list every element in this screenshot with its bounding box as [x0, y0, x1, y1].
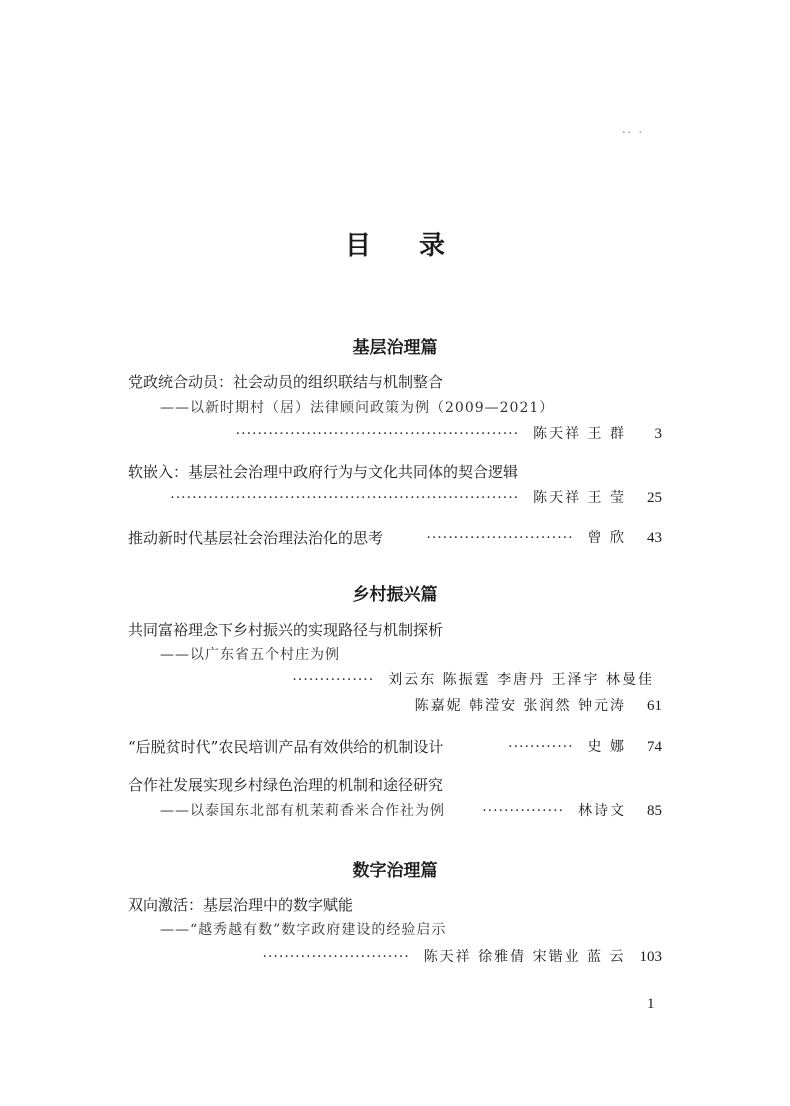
leader-dots: ··············· [292, 672, 375, 688]
entry-page-number[interactable]: 3 [654, 426, 662, 442]
entry-subtitle: ——以新时期村（居）法律顾问政策为例（2009—2021） [160, 400, 555, 416]
leader-dots: ··························· [426, 530, 574, 546]
entry-page-number[interactable]: 43 [647, 530, 662, 546]
entry-page-number[interactable]: 74 [647, 739, 662, 755]
section-title-rural: 乡村振兴篇 [352, 585, 438, 605]
entry-authors: 曾 欣 [587, 530, 626, 546]
entry-authors: 史 娜 [587, 739, 626, 755]
entry-authors: 陈天祥 徐雅倩 宋锴业 蓝 云 [423, 949, 626, 965]
entry-byline [170, 487, 662, 507]
entry-byline [236, 423, 662, 443]
entry-byline [292, 669, 654, 689]
leader-dots: ··························· [262, 949, 410, 965]
folio-page-number: 1 [647, 996, 655, 1012]
entry-authors: 陈天祥 王 莹 [533, 490, 626, 506]
section-title-grassroots: 基层治理篇 [352, 338, 438, 358]
entry-byline [482, 800, 662, 820]
entry-authors: 林诗文 [578, 803, 626, 819]
entry-byline [426, 527, 662, 547]
leader-dots: ············ [508, 739, 574, 755]
entry-byline [508, 736, 662, 756]
section-title-digital: 数字治理篇 [352, 861, 438, 881]
entry-title[interactable]: 党政统合动员：社会动员的组织联结与机制整合 [128, 373, 444, 391]
entry-title[interactable]: 合作社发展实现乡村绿色治理的机制和途径研究 [128, 776, 444, 794]
leader-dots: ··············· [482, 803, 564, 819]
leader-dots: ···················································· [235, 426, 520, 442]
leader-dots: ································································ [170, 490, 520, 506]
entry-page-number[interactable]: 25 [647, 490, 662, 506]
entry-title[interactable]: 双向激活：基层治理中的数字赋能 [128, 896, 354, 914]
entry-authors: 陈嘉妮 韩滢安 张润然 钟元涛 [414, 698, 626, 714]
entry-page-number[interactable]: 85 [647, 803, 662, 819]
entry-title[interactable]: 推动新时代基层社会治理法治化的思考 [128, 529, 384, 547]
entry-subtitle: ——以泰国东北部有机茉莉香米合作社为例 [160, 803, 445, 819]
entry-byline [263, 946, 662, 966]
entry-subtitle: ——以广东省五个村庄为例 [160, 647, 340, 663]
entry-authors: 陈天祥 王 群 [533, 426, 626, 442]
entry-byline [415, 695, 662, 715]
page-title: 目录 [344, 231, 493, 261]
entry-authors: 刘云东 陈振霆 李唐丹 王泽宇 林曼佳 [388, 672, 654, 688]
header-mark: ·· · [622, 126, 644, 139]
entry-subtitle: ——“越秀越有数”数字政府建设的经验启示 [160, 922, 447, 938]
entry-title[interactable]: “后脱贫时代”农民培训产品有效供给的机制设计 [128, 738, 444, 756]
entry-title[interactable]: 软嵌入：基层社会治理中政府行为与文化共同体的契合逻辑 [128, 463, 519, 481]
entry-title[interactable]: 共同富裕理念下乡村振兴的实现路径与机制探析 [128, 621, 444, 639]
entry-page-number[interactable]: 103 [639, 949, 662, 965]
entry-page-number[interactable]: 61 [647, 698, 662, 714]
